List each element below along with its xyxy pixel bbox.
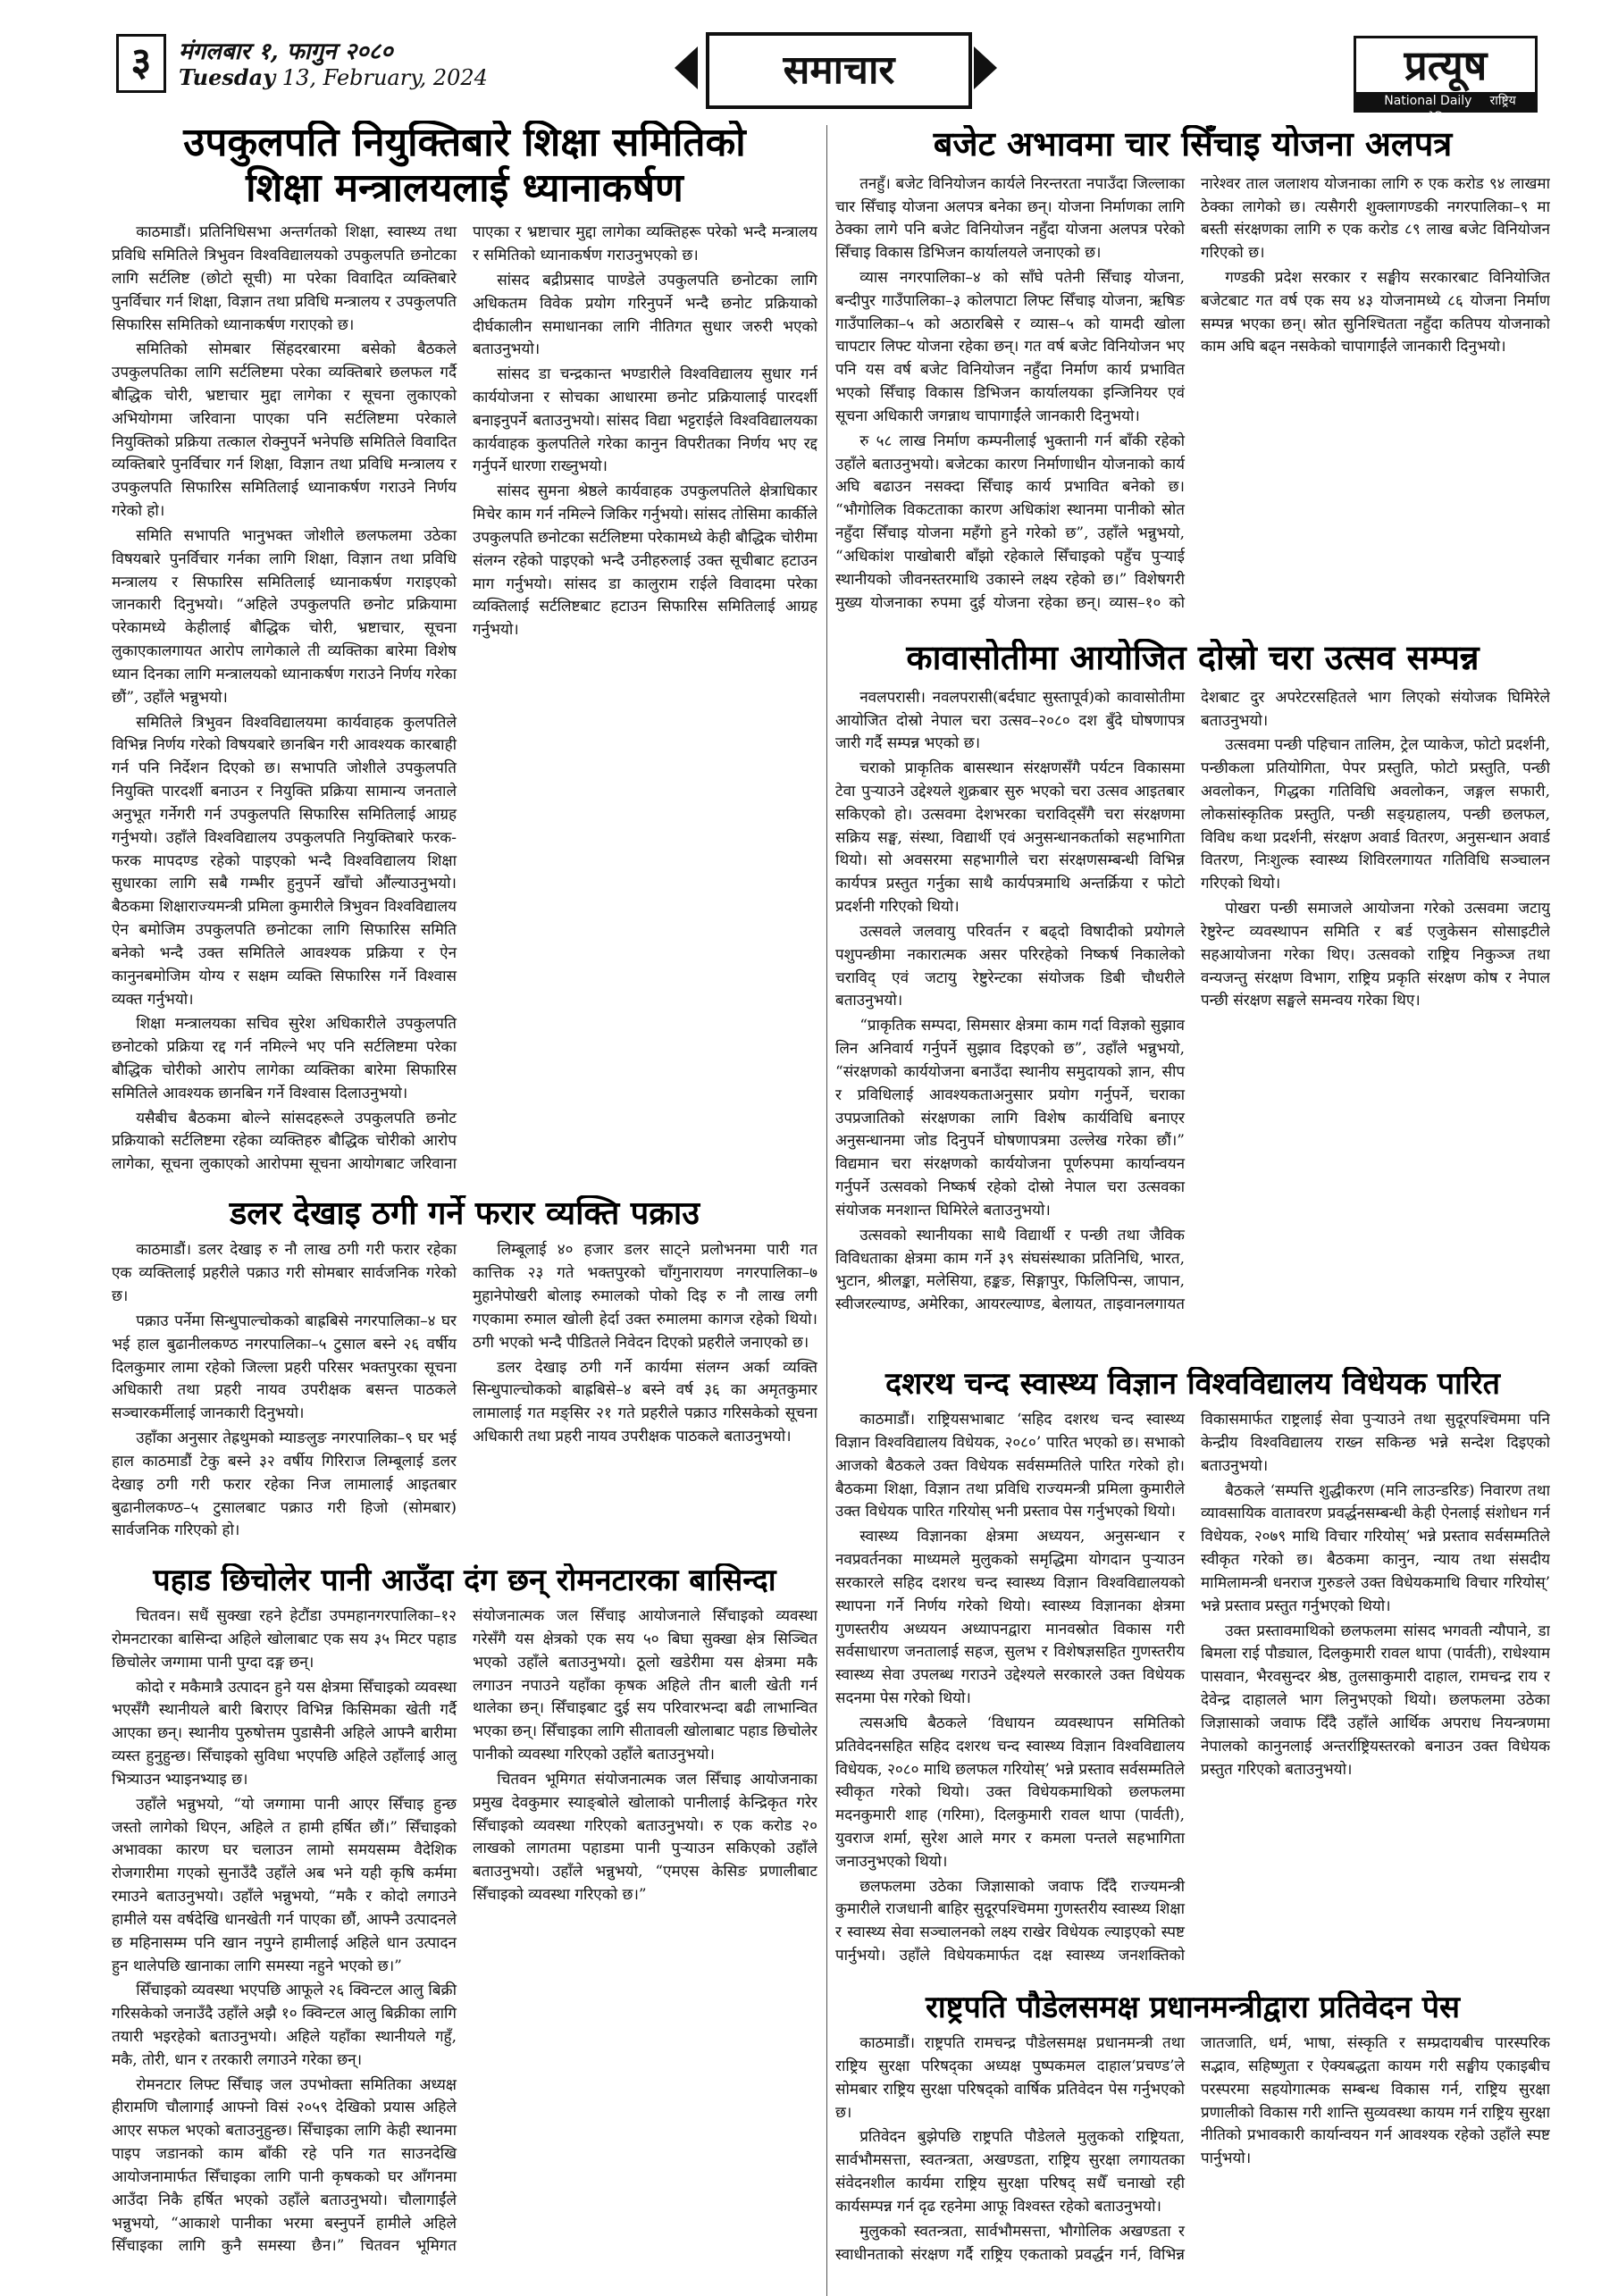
article-paragraph: काठमाडौं। राष्ट्रियसभाबाट ‘सहिद दशरथ चन्द स्वास्थ्य विज्ञान विश्वविद्यालय विधेयक, २०८०’ पारित भएको छ। सभाको आजको बैठकले उक्त विधेयक सर्वसम्मतिले पारित गरेको हो। बैठकमा शिक्षा, विज्ञान तथा प्रविधि राज्यमन्त्री प्रमिला कुमारीले उक्त विधेयक पारित गरियोस् भनी प्रस्ताव पेस गर्नुभएको थियो। [835, 1411, 1185, 1521]
article-vice-chancellor [112, 121, 817, 1193]
article-health-university [835, 1367, 1550, 1983]
article-paragraph: चराको प्राकृतिक बासस्थान संरक्षणसँगै पर्यटन विकासमा टेवा पुऱ्याउने उद्देश्यले शुक्रबार सुरु भएको चरा उत्सव आइतबार सकिएको हो। उत्सवमा देशभरका चराविद्सँगै चरा संरक्षणमा सक्रिय सङ्घ, संस्था, विद्यार्थी एवं अनुसन्धानकर्ताको सहभागिता थियो। सो अवसरमा सहभागीले चरा संरक्षणसम्बन्धी विभिन्न कार्यपत्र प्रस्तुत गर्नुका साथै कार्यपत्रमाथि अन्तर्क्रिया र फोटो प्रदर्शनी गरिएको थियो। [835, 759, 1185, 917]
article-dollar-fraud [112, 1195, 817, 1553]
newspaper-logo [1354, 36, 1538, 126]
article-headline: पहाड छिचोलेर पानी आउँदा दंग छन् रोमनटारका बासिन्दा [153, 1563, 776, 1598]
article-body [112, 1605, 817, 2271]
article-paragraph: शिक्षा मन्त्रालयका सचिव सुरेश अधिकारीले उपकुलपति छनोटको प्रक्रिया रद्द गर्न नमिल्ने भए पनि सर्टलिष्टमा परेका बौद्धिक चोरीको आरोप लागेका व्यक्तिका बारेमा सिफारिस समितिले आवश्यक छानबिन गर्ने विश्वास दिलाउनुभयो। [112, 1015, 457, 1102]
date-day: Tuesday [179, 64, 276, 90]
article-body [112, 1239, 817, 1547]
arrow-right-icon [974, 46, 997, 89]
article-paragraph: व्यास नगरपालिका–४ को साँघे पतेनी सिँचाइ योजना, बन्दीपुर गाउँपालिका–३ कोलपाटा लिफ्ट सिँचाइ योजना, ऋषिङ गाउँपालिका–५ को अठारबिसे र व्यास–५ को यामदी खोला चापटार लिफ्ट योजना रहेका छन्। गत वर्ष बजेट विनियोजन भए पनि यस वर्ष बजेट विनियोजन नहुँदा निर्माण कार्य प्रभावित भएको सिँचाइ विकास डिभिजन कार्यालयका इन्जिनियर एवं सूचना अधिकारी जगन्नाथ चापागाईंले जानकारी दिनुभयो। [835, 269, 1185, 425]
article-paragraph: समितिको सोमबार सिंहदरबारमा बसेको बैठकले उपकुलपतिका लागि सर्टलिष्टमा परेका व्यक्तिबारे छलफल गर्दै बौद्धिक चोरी, भ्रष्टाचार मुद्दा लागेका र सूचना लुकाएको अभियोगमा जरिवाना पाएका पनि सर्टलिष्टमा परेकाले नियुक्तिको प्रक्रिया तत्काल रोक्नुपर्ने भनेपछि समितिले विवादित व्यक्तिबारे पुनर्विचार गर्न शिक्षा, विज्ञान तथा प्रविधि मन्त्रालय र उपकुलपति सिफारिस समितिलाई ध्यानाकर्षण गराउने निर्णय गरेको हो। [112, 340, 457, 521]
article-headline: उपकुलपति नियुक्तिबारे शिक्षा समितिको शिक्षा मन्त्रालयलाई ध्यानाकर्षण [183, 121, 746, 211]
article-paragraph: त्यसअघि बैठकले ‘विधायन व्यवस्थापन समितिको प्रतिवेदनसहित सहिद दशरथ चन्द स्वास्थ्य विज्ञान विश्वविद्यालय विधेयक, २०८० माथि छलफल गरियोस्’ भन्ने प्रस्ताव सर्वसम्मतिले स्वीकृत गरेको थियो। उक्त विधेयकमाथिको छलफलमा मदनकुमारी शाह (गरिमा), दिलकुमारी रावल थापा (पार्वती), युवराज शर्मा, सुरेश आले मगर र कमला पन्तले सहभागिता जनाउनुभएको थियो। [835, 1714, 1185, 1871]
article-body [835, 2032, 1550, 2274]
article-paragraph: गण्डकी प्रदेश सरकार र सङ्घीय सरकारबाट विनियोजित बजेटबाट गत वर्ष एक सय ४३ योजनामध्ये ८६ योजना निर्माण सम्पन्न भएका छन्। स्रोत सुनिश्चितता नहुँदा कतिपय योजनाको काम अघि बढ्न नसकेको चापागाईंले जानकारी दिनुभयो। [1201, 269, 1550, 356]
article-paragraph: कोदो र मकैमात्रै उत्पादन हुने यस क्षेत्रमा सिँचाइको व्यवस्था भएसँगै स्थानीयले बारी बिराएर विभिन्न किसिमका खेती गर्दै आएका छन्। स्थानीय पुरुषोत्तम पुडासैनी अहिले आफ्नै बारीमा व्यस्त हुनुहुन्छ। सिँचाइको सुविधा भएपछि अहिले उहाँलाई आलु भित्र्याउन भ्याइनभ्याइ छ। [112, 1678, 457, 1789]
logo-sub-np: राष्ट्रिय दैनिक [1428, 94, 1516, 126]
article-body [112, 222, 817, 1182]
article-paragraph: उहाँले भन्नुभयो, “यो जग्गामा पानी आएर सिँचाइ हुन्छ जस्तो लागेको थिएन, अहिले त हामी हर्षित छौं।” सिँचाइको अभावका कारण घर चलाउन लामो समयसम्म वैदेशिक रोजगारीमा गएको सुनाउँदै उहाँले अब भने यही कृषि कर्ममा रमाउने बताउनुभयो। उहाँले भन्नुभयो, “मकै र कोदो लगाउने हामीले यस वर्षदेखि धानखेती गर्न पाएका छौं, आफ्नै उत्पादनले छ महिनासम्म पनि खान नपुग्ने हामीलाई अहिले धान उत्पादन हुन थालेपछि खानाका लागि समस्या नहुने भएको छ।” [112, 1795, 457, 1975]
article-headline: बजेट अभावमा चार सिँचाइ योजना अलपत्र [933, 125, 1453, 163]
logo-title: प्रत्यूष [1404, 41, 1488, 89]
logo-subtitle [1356, 92, 1535, 126]
masthead [0, 0, 1618, 126]
article-paragraph: स्वास्थ्य विज्ञानका क्षेत्रमा अध्ययन, अनुसन्धान र नवप्रवर्तनका माध्यमले मुलुकको समृद्धिमा योगदान पुऱ्याउन सरकारले सहिद दशरथ चन्द स्वास्थ्य विज्ञान विश्वविद्यालयको स्थापना गर्ने निर्णय गरेको थियो। स्वास्थ्य विज्ञानका क्षेत्रमा गुणस्तरीय अध्ययन अध्यापनद्वारा मानवस्रोत विकास गरी सर्वसाधारण जनतालाई सहज, सुलभ र विशेषज्ञसहित गुणस्तरीय स्वास्थ्य सेवा उपलब्ध गराउने उद्देश्यले सरकारले उक्त विधेयक सदनमा पेस गरेको थियो। [835, 1528, 1185, 1708]
article-body [835, 687, 1550, 1353]
article-paragraph: काठमाडौं। प्रतिनिधिसभा अन्तर्गतको शिक्षा, स्वास्थ्य तथा प्रविधि समितिले त्रिभुवन विश्वविद्यालयको उपकुलपति छनोटका लागि सर्टलिष्ट (छोटो सूची) मा परेका विवादित व्यक्तिबारे पुनर्विचार गर्न शिक्षा, विज्ञान तथा प्रविधि मन्त्रालय र उपकुलपति सिफारिस समितिको ध्यानाकर्षण गराएको छ। [112, 223, 457, 334]
article-headline: राष्ट्रपति पौडेलसमक्ष प्रधानमन्त्रीद्वारा प्रतिवेदन पेस [925, 1990, 1461, 2025]
article-paragraph: उहाँका अनुसार तेह्रथुमको म्याङलुङ नगरपालिका–९ घर भई हाल काठमाडौं टेकु बस्ने ३२ वर्षीय गिरिराज लिम्बूलाई डलर देखाइ ठगी गरी फरार रहेका निज लामालाई आइतबार बुढानीलकण्ठ–५ टुसालबाट पक्राउ गरी हिजो (सोमबार) सार्वजनिक गरिएको हो। [112, 1429, 457, 1540]
date-rest: 13, February, 2024 [275, 65, 488, 90]
article-paragraph: काठमाडौं। डलर देखाइ रु नौ लाख ठगी गरी फरार रहेका एक व्यक्तिलाई प्रहरीले पक्राउ गरी सोमबार सार्वजनिक गरेको छ। [112, 1241, 457, 1306]
article-paragraph: उत्सवको स्थानीयका साथै विद्यार्थी र पन्छी तथा जैविक विविधताका क्षेत्रमा काम गर्ने ३९ संघसंस्थाका प्रतिनिधि, भारत, भुटान, श्रीलङ्का, मलेसिया, हङ्कङ, सिङ्गापुर, फिलिपिन्स, जापान, स्वीजरल्याण्ड, अमेरिका, आयरल्याण्ड, बेलायत, ताइवानलगायत देशबाट दुर अपरेटरसहितले भाग लिएको संयोजक घिमिरेले बताउनुभयो। [835, 688, 1550, 1314]
article-paragraph: यसैबीच बैठकमा बोल्ने सांसदहरूले उपकुलपति छनोट प्रक्रियाको सर्टलिष्टमा रहेका व्यक्तिहरु बौद्धिक चोरीको आरोप लागेका, सूचना लुकाएको आरोपमा सूचना आयोगबाट जरिवाना पाएका र भ्रष्टाचार मुद्दा लागेका व्यक्तिहरू परेको भन्दै मन्त्रालय र समितिको ध्यानाकर्षण गराउनुभएको छ। [112, 223, 817, 1174]
date-nepali: मंगलबार १, फागुन २०८० [179, 38, 393, 65]
article-budget-irrigation [835, 125, 1550, 634]
article-paragraph: पक्राउ पर्नेमा सिन्धुपाल्चोकको बाह्रबिसे नगरपालिका–४ घर भई हाल बुढानीलकण्ठ नगरपालिका–५ टुसाल बस्ने २६ वर्षीय दिलकुमार लामा रहेको जिल्ला प्रहरी परिसर भक्तपुरका सूचना अधिकारी तथा प्रहरी नायव उपरीक्षक बसन्त पाठकले सञ्चारकर्मीलाई जानकारी दिनुभयो। [112, 1311, 457, 1423]
page-number: ३ [116, 34, 166, 93]
article-president-report [835, 1990, 1550, 2278]
article-paragraph: समिति सभापति भानुभक्त जोशीले छलफलमा उठेका विषयबारे पुनर्विचार गर्नका लागि शिक्षा, विज्ञान तथा प्रविधि मन्त्रालय र सिफारिस समितिलाई ध्यानाकर्षण गराइएको जानकारी दिनुभयो। “अहिले उपकुलपति छनोट प्रक्रियामा परेकामध्ये केहीलाई बौद्धिक चोरी, भ्रष्टाचार, सूचना लुकाएकालगायत आरोप लागेकाले ती व्यक्तिका बारेमा विशेष ध्यान दिनका लागि मन्त्रालयको ध्यानाकर्षण गराउने निर्णय गरेका छौं”, उहाँले भन्नुभयो। [112, 526, 457, 707]
article-headline: डलर देखाइ ठगी गर्ने फरार व्यक्ति पक्राउ [230, 1195, 700, 1232]
article-body [835, 1409, 1550, 1976]
article-paragraph: प्रतिवेदन बुझेपछि राष्ट्रपति पौडेलले मुलुकको राष्ट्रियता, सार्वभौमसत्ता, स्वतन्त्रता, अखण्डता, राष्ट्रिय सुरक्षा लगायतका संवेदनशील कार्यमा राष्ट्रिय सुरक्षा परिषद् सधैँ चनाखो रही कार्यसम्पन्न गर्न दृढ रहनेमा आफू विश्वस्त रहेको बताउनुभयो। [835, 2128, 1185, 2216]
article-paragraph: चितवन भूमिगत संयोजनात्मक जल सिँचाइ आयोजनाका प्रमुख देवकुमार स्याङ्बोले खोलाको पानीलाई केन्द्रिकृत गरेर सिँचाइको व्यवस्था गरिएको बताउनुभयो। रु एक करोड २० लाखको लागतमा पहाडमा पानी पुऱ्याउन सकिएको उहाँले बताउनुभयो। उहाँले भन्नुभयो, “एमएस केसिङ प्रणालीबाट सिँचाइको व्यवस्था गरिएको छ।” [473, 1770, 817, 1905]
article-paragraph: नवलपरासी। नवलपरासी(बर्दघाट सुस्तापूर्व)को कावासोतीमा आयोजित दोस्रो नेपाल चरा उत्सव–२०८० दश बुँदे घोषणापत्र जारी गर्दै सम्पन्न भएको छ। [835, 688, 1185, 753]
article-paragraph: “प्राकृतिक सम्पदा, सिमसार क्षेत्रमा काम गर्दा विज्ञको सुझाव लिन अनिवार्य गर्नुपर्ने सुझाव दिइएको छ”, उहाँले भन्नुभयो, “संरक्षणको कार्ययोजना बनाउँदा स्थानीय समुदायको ज्ञान, सीप र प्रविधिलाई आवश्यकताअनुसार प्रयोग गर्नुपर्ने, चराका उपप्रजातिको संरक्षणका लागि विशेष कार्यविधि बनाएर अनुसन्धानमा जोड दिनुपर्ने घोषणापत्रमा उल्लेख गरेका छौं।” विद्यमान चरा संरक्षणको कार्ययोजना पूर्णरुपमा कार्यान्वयन गर्नुपर्ने उत्सवको निष्कर्ष रहेको दोस्रो नेपाल चरा उत्सवका संयोजक मनशान्त घिमिरेले बताउनुभयो। [835, 1017, 1185, 1219]
article-paragraph: उत्सवमा पन्छी पहिचान तालिम, ट्रेल प्याकेज, फोटो प्रदर्शनी, पन्छीकला प्रतियोगिता, पेपर प्रस्तुति, फोटो प्रस्तुति, पन्छी अवलोकन, गिद्धका गतिविधि अवलोकन, जङ्गल सफारी, लोकसांस्कृतिक प्रस्तुति, पन्छी सङ्ग्रहालय, पन्छी छलफल, विविध कथा प्रदर्शनी, संरक्षण अवार्ड वितरण, अनुसन्धान अवार्ड वितरण, निःशुल्क स्वास्थ्य शिविरलगायत गतिविधि सञ्चालन गरिएको थियो। [1201, 736, 1550, 893]
article-paragraph: सांसद बद्रीप्रसाद पाण्डेले उपकुलपति छनोटका लागि अधिकतम विवेक प्रयोग गरिनुपर्ने भन्दै छनोट प्रक्रियाको दीर्घकालीन समाधानका लागि नीतिगत सुधार जरुरी भएको बताउनुभयो। [473, 271, 817, 359]
article-paragraph: चितवन। सधैं सुक्खा रहने हेटौंडा उपमहानगरपालिका–१२ रोमनटारका बासिन्दा अहिले खोलाबाट एक सय ३५ मिटर पहाड छिचोलेर जग्गामा पानी पुग्दा दङ्ग छन्। [112, 1607, 457, 1672]
article-paragraph: उक्त प्रस्तावमाथिको छलफलमा सांसद भगवती न्यौपाने, डा बिमला राई पौड्याल, दिलकुमारी रावल थापा (पार्वती), राधेश्याम पासवान, भैरवसुन्दर श्रेष्ठ, तुलसाकुमारी दाहाल, रामचन्द्र राय र देवेन्द्र दाहालले भाग लिनुभएको थियो। छलफलमा उठेका जिज्ञासाको जवाफ दिँदै उहाँले आर्थिक अपराध नियन्त्रणमा नेपालको कानुनलाई अन्तर्राष्ट्रियस्तरको बनाउन उक्त विधेयक प्रस्तुत गरिएको बताउनुभयो। [1201, 1621, 1550, 1779]
article-paragraph: पोखरा पन्छी समाजले आयोजना गरेको उत्सवमा जटायु रेष्टुरेन्ट व्यवस्थापन समिति र बर्ड एजुकेसन सोसाइटीले सहआयोजना गरेका थिए। उत्सवको राष्ट्रिय निकुञ्ज तथा वन्यजन्तु संरक्षण विभाग, राष्ट्रिय प्रकृति संरक्षण कोष र नेपाल पन्छी संरक्षण सङ्घले समन्वय गरेका थिए। [1201, 900, 1550, 1010]
article-romantar-water [112, 1563, 817, 2278]
article-paragraph: सांसद डा चन्द्रकान्त भण्डारीले विश्वविद्यालय सुधार गर्न कार्ययोजना र सोचका आधारमा छनोट प्रक्रियालाई पारदर्शी बनाइनुपर्ने बताउनुभयो। सांसद विद्या भट्टराईले विश्वविद्यालयका कार्यवाहक कुलपतिले गरेका कानुन विपरीतका निर्णय भए रद्द गर्नुपर्ने धारणा राख्नुभयो। [473, 365, 817, 476]
article-paragraph: छलफलमा उठेका जिज्ञासाको जवाफ दिँदै राज्यमन्त्री कुमारीले राजधानी बाहिर सुदूरपश्चिममा गुणस्तरीय स्वास्थ्य शिक्षा र स्वास्थ्य सेवा सञ्चालनको लक्ष्य राखेर विधेयक ल्याइएको स्पष्ट पार्नुभयो। उहाँले विधेयकमार्फत दक्ष स्वास्थ्य जनशक्तिको विकासमार्फत राष्ट्रलाई सेवा पुऱ्याउने तथा सुदूरपश्चिममा पनि केन्द्रीय विश्वविद्यालय राख्न सकिन्छ भन्ने सन्देश दिइएको बताउनुभयो। [835, 1411, 1550, 1965]
article-paragraph: समितिले त्रिभुवन विश्वविद्यालयमा कार्यवाहक कुलपतिले विभिन्न निर्णय गरेको विषयबारे छानबिन गरी आवश्यक कारबाही गर्न पनि निर्देशन दिएको छ। सभापति जोशीले उपकुलपति नियुक्ति पारदर्शी बनाउन र नियुक्ति प्रक्रिया सामान्य जनताले अनुभूत गर्नेगरी गर्न उपकुलपति सिफारिस समितिलाई आग्रह गर्नुभयो। उहाँले विश्वविद्यालय उपकुलपति नियुक्तिबारे फरक-फरक मापदण्ड रहेको पाइएको भन्दै विश्वविद्यालय शिक्षा सुधारका लागि सबै गम्भीर हुनुपर्ने खाँचो औंल्याउनुभयो। बैठकमा शिक्षाराज्यमन्त्री प्रमिला कुमारीले त्रिभुवन विश्वविद्यालय ऐन बमोजिम उपकुलपति छनोटका लागि सिफारिस समिति बनेको भन्दै उक्त समितिले आवश्यक प्रक्रिया र ऐन कानुनबमोजिम योग्य र सक्षम व्यक्ति सिफारिस गर्ने विश्वास व्यक्त गर्नुभयो। [112, 713, 457, 1009]
article-paragraph: सिँचाइको व्यवस्था भएपछि आफूले २६ क्विन्टल आलु बिक्री गरिसकेको जनाउँदै उहाँले अझै १० क्विन्टल आलु बिक्रीका लागि तयारी भइरहेको बताउनुभयो। अहिले यहाँका स्थानीयले गहुँ, मकै, तोरी, धान र तरकारी लगाउने गरेका छन्। [112, 1982, 457, 2069]
section-title: समाचार [706, 32, 972, 109]
article-paragraph: उत्सवले जलवायु परिवर्तन र बढ्दो विषादीको प्रयोगले पशुपन्छीमा नकारात्मक असर परिरहेको निष्कर्ष निकालेको चराविद् एवं जटायु रेष्टुरेन्टका संयोजक डिबी चौधरीले बताउनुभयो। [835, 922, 1185, 1010]
article-paragraph: काठमाडौं। राष्ट्रपति रामचन्द्र पौडेलसमक्ष प्रधानमन्त्री तथा राष्ट्रिय सुरक्षा परिषद्का अध्यक्ष पुष्पकमल दाहाल‘प्रचण्ड’ले सोमबार राष्ट्रिय सुरक्षा परिषद्को वार्षिक प्रतिवेदन पेस गर्नुभएको छ। [835, 2034, 1185, 2122]
column-divider [826, 125, 827, 2296]
article-paragraph: रोमनटार लिफ्ट सिँचाइ जल उपभोक्ता समितिका अध्यक्ष हीरामणि चौलागाईं आफ्नो विसं २०५९ देखिको प्रयास अहिले आएर सफल भएको बताउनुहुन्छ। सिँचाइका लागि केही स्थानमा पाइप जडानको काम बाँकी रहे पनि गत साउनदेखि आयोजनामार्फत सिँचाइका लागि पानी कृषकको घर आँगनमा आउँदा निकै हर्षित भएको उहाँले बताउनुभयो। चौलागाईंले भन्नुभयो, “आकाशे पानीका भरमा बस्नुपर्ने हामीले अहिले सिँचाइका लागि कुनै समस्या छैन।” चितवन भूमिगत संयोजनात्मक जल सिँचाइ आयोजनाले सिँचाइको व्यवस्था गरेसँगै यस क्षेत्रको एक सय ५० बिघा सुक्खा क्षेत्र सिञ्चित भएको उहाँले बताउनुभयो। ठूलो खडेरीमा यस क्षेत्रमा मकै लगाउन नपाउने यहाँका कृषक अहिले तीन बाली खेती गर्न थालेका छन्। सिँचाइबाट दुई सय परिवारभन्दा बढी लाभान्वित भएका छन्। सिँचाइका लागि सीतावली खोलाबाट पहाड छिचोलेर पानीको व्यवस्था गरिएको उहाँले बताउनुभयो। [112, 1607, 817, 2256]
article-headline: कावासोतीमा आयोजित दोस्रो चरा उत्सव सम्पन्न [906, 639, 1480, 677]
article-paragraph: डलर देखाइ ठगी गर्ने कार्यमा संलग्न अर्का व्यक्ति सिन्धुपाल्चोकको बाह्रबिसे–४ बस्ने वर्ष ३६ का अमृतकुमार लामालाई गत मङ्सिर २१ गते प्रहरीले पक्राउ गरिसकेको सूचना अधिकारी तथा प्रहरी नायव उपरीक्षक पाठकले बताउनुभयो। [473, 1358, 817, 1446]
article-paragraph: तनहुँ। बजेट विनियोजन कार्यले निरन्तरता नपाउँदा जिल्लाका चार सिँचाइ योजना अलपत्र बनेका छन्। योजना निर्माणका लागि ठेक्का लागे पनि बजेट विनियोजन नहुँदा योजना अलपत्र परेको सिँचाइ विकास डिभिजन कार्यालयले जनाएको छ। [835, 174, 1185, 263]
article-paragraph: सांसद सुमना श्रेष्ठले कार्यवाहक उपकुलपतिले क्षेत्राधिकार मिचेर काम गर्न नमिल्ने जिकिर गर्नुभयो। सांसद तोसिमा कार्कीले उपकुलपति छनोटका सर्टलिष्टमा परेकामध्ये केही बौद्धिक चोरीमा संलग्न रहेको पाइएको भन्दै उनीहरुलाई उक्त सूचीबाट हटाउन माग गर्नुभयो। सांसद डा कालुराम राईले विवादमा परेका व्यक्तिलाई सर्टलिष्टबाट हटाउन सिफारिस समितिलाई आग्रह गर्नुभयो। [473, 482, 817, 640]
article-paragraph: रु ५८ लाख निर्माण कम्पनीलाई भुक्तानी गर्न बाँकी रहेको उहाँले बताउनुभयो। बजेटका कारण निर्माणाधीन योजनाको कार्य अघि बढाउन नसक्दा सिँचाइ कार्य प्रभावित बनेको छ। “भौगोलिक विकटताका कारण अधिकांश स्थानमा पानीको स्रोत नहुँदा सिँचाइ योजना महँगो हुने गरेको छ”, उहाँले भन्नुभयो, “अधिकांश पाखोबारी बाँझो रहेकाले सिँचाइको पहुँच पुऱ्याई स्थानीयको जीवनस्तरमाथि उकास्ने लक्ष्य रहेको छ।” विशेषगरी मुख्य योजनाका रुपमा दुई योजना रहेका छन्। व्यास–१० को नारेश्वर ताल जलाशय योजनाका लागि रु एक करोड ९४ लाखमा ठेक्का लागेको छ। त्यसैगरी शुक्लागण्डकी नगरपालिका–९ मा बस्ती संरक्षणका लागि रु एक करोड ८९ लाख बजेट विनियोजन गरिएको छ। [835, 174, 1550, 612]
article-paragraph: मुलुकको स्वतन्त्रता, सार्वभौमसत्ता, भौगोलिक अखण्डता र स्वाधीनताको संरक्षण गर्दै राष्ट्रिय एकताको प्रवर्द्धन गर्न, विभिन्न जातजाति, धर्म, भाषा, संस्कृति र सम्प्रदायबीच पारस्परिक सद्भाव, सहिष्णुता र ऐक्यबद्धता कायम गरी सङ्घीय एकाइबीच परस्परमा सहयोगात्मक सम्बन्ध विकास गर्न, राष्ट्रिय सुरक्षा प्रणालीको विकास गरी शान्ति सुव्यवस्था कायम गर्न राष्ट्रिय सुरक्षा नीतिको प्रभावकारी कार्यान्वयन गर्न आवश्यक रहेको उहाँले स्पष्ट पार्नुभयो। [835, 2034, 1550, 2264]
article-body [835, 173, 1550, 624]
article-paragraph: बैठकले ‘सम्पत्ति शुद्धीकरण (मनि लाउन्डरिङ) निवारण तथा व्यावसायिक वातावरण प्रवर्द्धनसम्बन्धी केही ऐनलाई संशोधन गर्न विधेयक, २०७९ माथि विचार गरियोस्’ भन्ने प्रस्ताव सर्वसम्मतिले स्वीकृत गरेको छ। बैठकमा कानुन, न्याय तथा संसदीय मामिलामन्त्री धनराज गुरुङले उक्त विधेयकमाथि विचार गरियोस्’ भन्ने प्रस्ताव प्रस्तुत गर्नुभएको थियो। [1201, 1481, 1550, 1615]
article-bird-festival [835, 639, 1550, 1362]
article-headline: दशरथ चन्द स्वास्थ्य विज्ञान विश्वविद्यालय विधेयक पारित [885, 1367, 1500, 1402]
article-paragraph: लिम्बूलाई ४० हजार डलर साट्ने प्रलोभनमा पारी गत कात्तिक २३ गते भक्तपुरको चाँगुनारायण नगरपालिका–७ मुहानेपोखरी बोलाइ रुमालको पोको दिइ रु नौ लाख लगी गएकामा रुमाल खोली हेर्दा उक्त रुमालमा कागज रहेको थियो। ठगी भएको भन्दै पीडितले निवेदन दिएको प्रहरीले जनाएको छ। [473, 1241, 817, 1352]
date-english [179, 64, 488, 90]
arrow-left-icon [675, 46, 698, 89]
logo-sub-en: National Daily [1384, 94, 1472, 108]
